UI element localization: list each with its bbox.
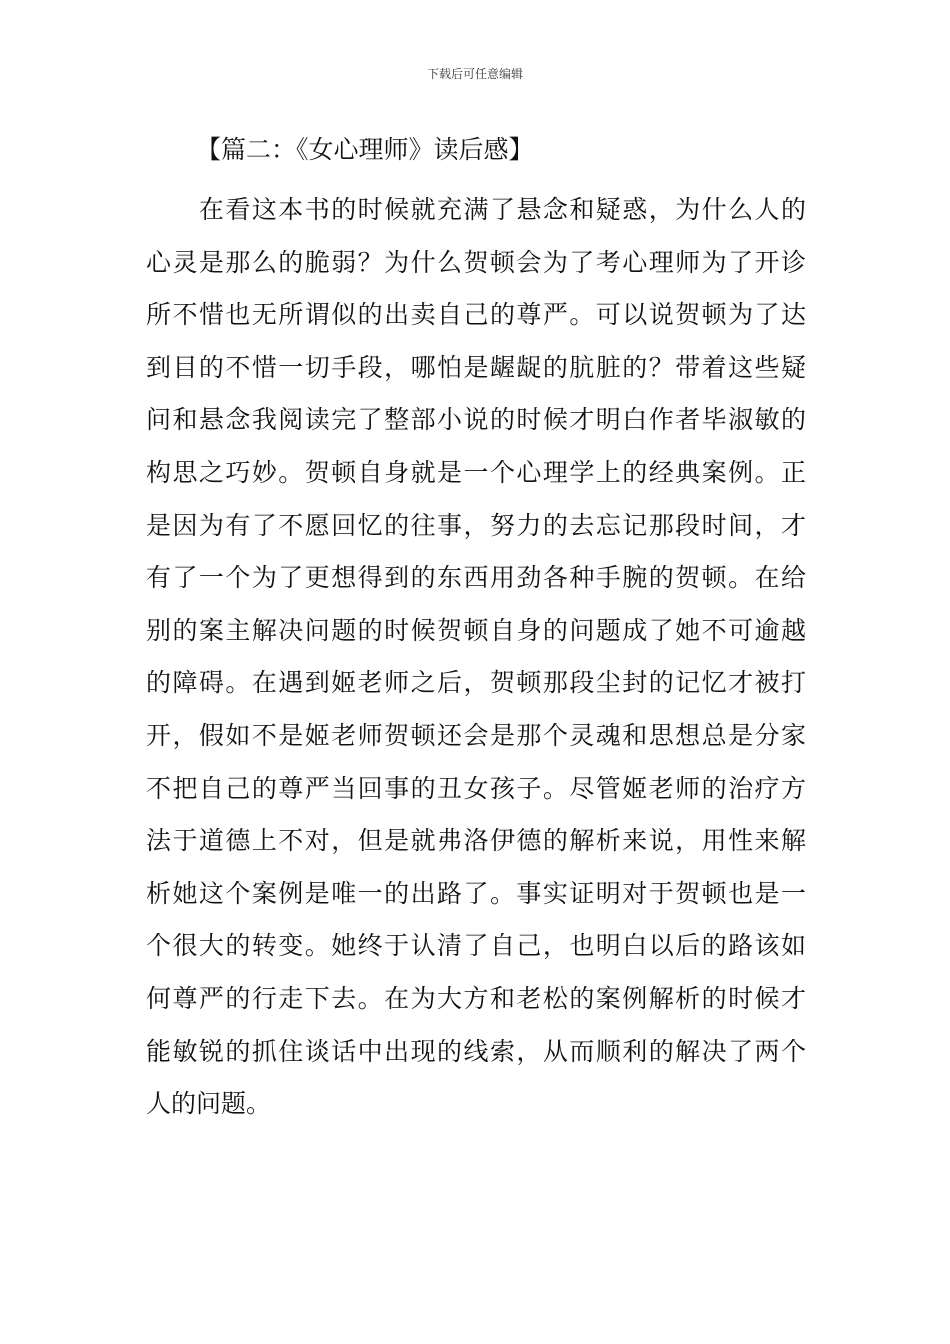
body-line: 所不惜也无所谓似的出卖自己的尊严。可以说贺顿为了达 (146, 300, 806, 330)
body-line: 人的问题。 (146, 1089, 272, 1119)
page-header-note: 下载后可任意编辑 (426, 67, 523, 81)
body-line: 析她这个案例是唯一的出路了。事实证明对于贺顿也是一 (146, 878, 806, 908)
body-line: 不把自己的尊严当回事的丑女孩子。尽管姬老师的治疗方 (146, 773, 806, 803)
body-line: 何尊严的行走下去。在为大方和老松的案例解析的时候才 (146, 983, 806, 1013)
body-line: 开，假如不是姬老师贺顿还会是那个灵魂和思想总是分家 (146, 720, 806, 750)
body-line: 个很大的转变。她终于认清了自己，也明白以后的路该如 (146, 931, 806, 961)
document-body (146, 190, 806, 1137)
body-line: 有了一个为了更想得到的东西用劲各种手腕的贺顿。在给 (146, 563, 806, 593)
document-title: 【篇二：《女心理师》读后感】 (196, 135, 534, 164)
body-line: 能敏锐的抓住谈话中出现的线索，从而顺利的解决了两个 (146, 1036, 806, 1066)
body-line: 别的案主解决问题的时候贺顿自身的问题成了她不可逾越 (146, 615, 806, 645)
body-line: 构思之巧妙。贺顿自身就是一个心理学上的经典案例。正 (146, 457, 806, 487)
body-line: 问和悬念我阅读完了整部小说的时候才明白作者毕淑敏的 (146, 405, 806, 435)
body-line: 在看这本书的时候就充满了悬念和疑惑，为什么人的 (146, 195, 806, 224)
body-line: 是因为有了不愿回忆的往事，努力的去忘记那段时间，才 (146, 510, 806, 540)
body-line: 心灵是那么的脆弱？为什么贺顿会为了考心理师为了开诊 (146, 247, 806, 277)
body-line: 的障碍。在遇到姬老师之后，贺顿那段尘封的记忆才被打 (146, 668, 806, 698)
body-line: 法于道德上不对，但是就弗洛伊德的解析来说，用性来解 (146, 826, 806, 856)
body-line: 到目的不惜一切手段，哪怕是龌龊的肮脏的？带着这些疑 (146, 352, 806, 382)
